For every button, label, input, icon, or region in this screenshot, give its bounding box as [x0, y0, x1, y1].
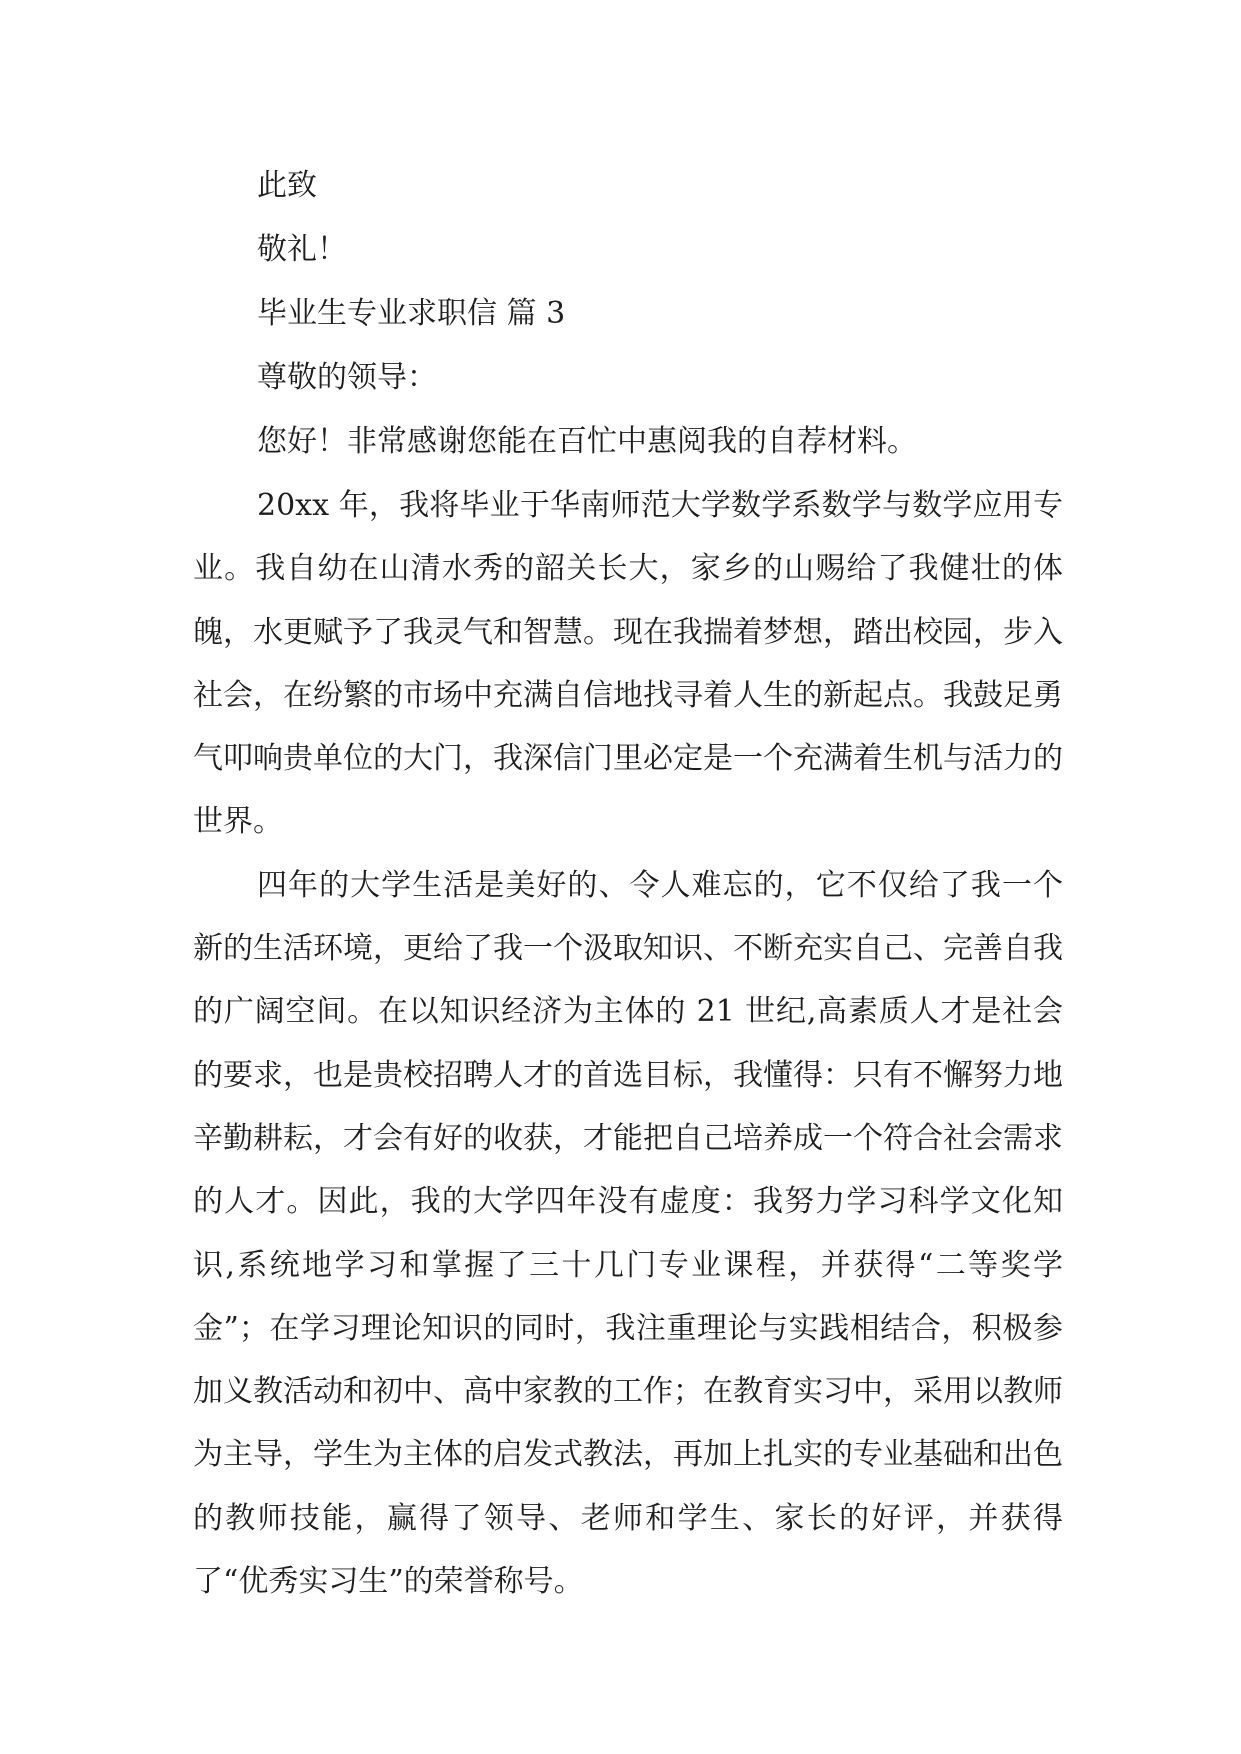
document-body	[193, 154, 1063, 1613]
section-heading: 毕业生专业求职信 篇 3	[257, 296, 566, 331]
salute-line: 敬礼！	[257, 232, 347, 267]
body-paragraph-1: 20xx 年，我将毕业于华南师范大学数学系数学与数学应用专业。我自幼在山清水秀的韶关长大，家乡的山赐给了我健壮的体魄，水更赋予了我灵气和智慧。现在我揣着梦想，踏出校园，步入社会，在纷繁的市场中充满自信地找寻着人生的新起点。我鼓足勇气叩响贵单位的大门，我深信门里必定是一个充满着生机与活力的世界。	[193, 488, 1063, 840]
closing-line: 此致	[257, 168, 317, 203]
salutation: 尊敬的领导：	[257, 360, 437, 395]
body-paragraph-2: 四年的大学生活是美好的、令人难忘的，它不仅给了我一个新的生活环境，更给了我一个汲取知识、不断充实自己、完善自我的广阔空间。在以知识经济为主体的 21 世纪,高素质人才是社会的要求，也是贵校招聘人才的首选目标，我懂得：只有不懈努力地辛勤耕耘，才会有好的收获，才能把自己培养成一个符合社会需求的人才。因此，我的大学四年没有虚度：我努力学习科学文化知识,系统地学习和掌握了三十几门专业课程，并获得“二等奖学金”；在学习理论知识的同时，我注重理论与实践相结合，积极参加义教活动和初中、高中家教的工作；在教育实习中，采用以教师为主导，学生为主体的启发式教法，再加上扎实的专业基础和出色的教师技能，赢得了领导、老师和学生、家长的好评，并获得了“优秀实习生”的荣誉称号。	[193, 867, 1063, 1600]
greeting-line: 您好！非常感谢您能在百忙中惠阅我的自荐材料。	[257, 424, 917, 459]
